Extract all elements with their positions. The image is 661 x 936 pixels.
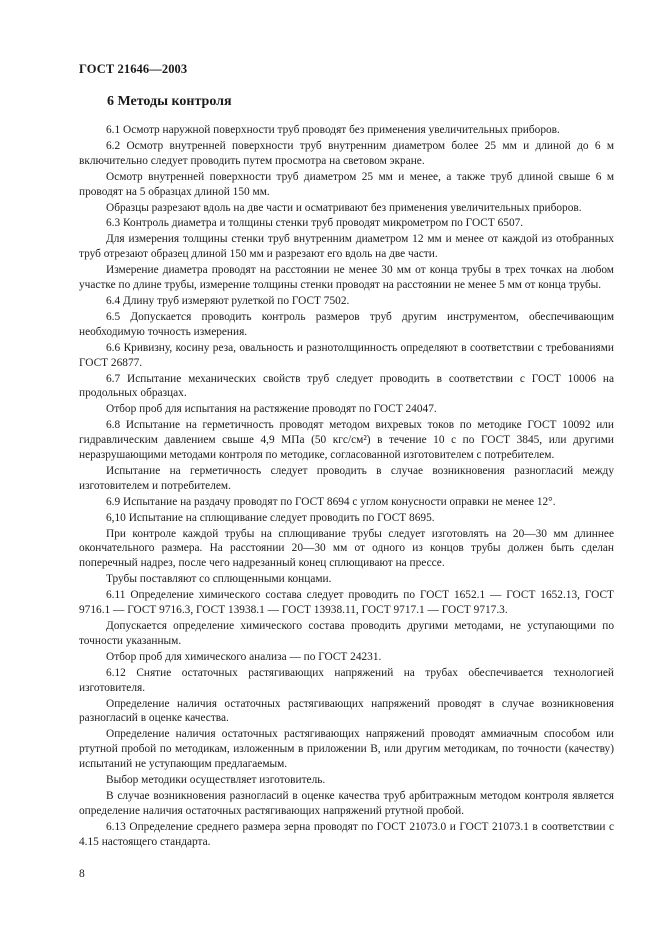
paragraph-6-5: 6.5 Допускается проводить контроль размеров труб другим инструментом, обеспечивающим необходимую точность измерения.	[79, 310, 614, 338]
paragraph-6-8: 6.8 Испытание на герметичность проводят методом вихревых токов по методике ГОСТ 10092 или гидравлическим давлением свыше 4,9 МПа (50 кгс/см²) в течение 10 с по ГОСТ 3845, или другими неразрушающими методами контроля по методике, согласованной изготовителем с потребителем.	[79, 419, 614, 462]
document-header: ГОСТ 21646—2003	[79, 62, 188, 76]
paragraph-6-1: 6.1 Осмотр наружной поверхности труб проводят без применения увеличительных приборов.	[106, 124, 560, 136]
paragraph: Трубы поставляют со сплющенными концами.	[106, 573, 332, 586]
paragraph: Допускается определение химического состава проводить другими методами, не уступающими по точности указанным.	[79, 620, 614, 647]
paragraph-6-4: 6.4 Длину труб измеряют рулеткой по ГОСТ 7502.	[106, 294, 350, 307]
paragraph: Определение наличия остаточных растягивающих напряжений проводят в случае возникновения разногласий в оценке качества.	[79, 697, 614, 725]
paragraph: Осмотр внутренней поверхности труб диаметром 25 мм и менее, а также труб длиной свыше 6 м проводят на 5 образцах длиной 150 мм.	[79, 170, 614, 198]
paragraph: Для измерения толщины стенки труб внутренним диаметром 12 мм и менее от каждой из отобранных труб отрезают образец длиной 150 мм и разрезают его вдоль на две части.	[79, 233, 614, 261]
paragraph: Отбор проб для испытания на растяжение проводят по ГОСТ 24047.	[106, 403, 437, 416]
paragraph: Испытание на герметичность следует проводить в случае возникновения разногласий между изготовителем и потребителем.	[79, 464, 614, 492]
paragraph-6-9: 6.9 Испытание на раздачу проводят по ГОСТ 8694 с углом конусности оправки не менее 12°.	[106, 495, 556, 508]
paragraph-6-7: 6.7 Испытание механических свойств труб следует проводить в соответствии с ГОСТ 10006 на продольных образцах.	[79, 372, 614, 400]
paragraph: Образцы разрезают вдоль на две части и осматривают без применения увеличительных приборов.	[106, 201, 582, 214]
paragraph: Отбор проб для химического анализа — по ГОСТ 24231.	[106, 650, 382, 663]
paragraph: При контроле каждой трубы на сплющивание трубы следует изготовлять на 20—30 мм длиннее окончательного размера. На расстоянии 20—30 мм от одного из концов трубы должен быть сделан поперечный надрез, после чего надрезанный конец сплющивают на прессе.	[79, 527, 614, 570]
paragraph-6-13: 6.13 Определение среднего размера зерна проводят по ГОСТ 21073.0 и ГОСТ 21073.1 в соответствии с 4.15 настоящего стандарта.	[79, 820, 614, 848]
paragraph-6-11: 6.11 Определение химического состава следует проводить по ГОСТ 1652.1 — ГОСТ 1652.13, ГОСТ 9716.1 — ГОСТ 9716.3, ГОСТ 13938.1 — ГОСТ 13938.11, ГОСТ 9717.1 — ГОСТ 9717.3.	[79, 589, 614, 617]
paragraph-6-6: 6.6 Кривизну, косину реза, овальность и разнотолщинность определяют в соответствии с требованиями ГОСТ 26877.	[79, 341, 614, 369]
paragraph: Определение наличия остаточных растягивающих напряжений проводят аммиачным способом или ртутной пробой по методикам, изложенным в приложении В, или другим методикам, по точности (качеству) испытаний не уступающим предлагаемым.	[79, 728, 614, 771]
paragraph: Выбор методики осуществляет изготовитель.	[106, 774, 326, 787]
paragraph: Измерение диаметра проводят на расстоянии не менее 30 мм от конца трубы в трех точках на любом участке по длине трубы, измерение толщины стенки проводят на расстоянии не менее 5 мм от конца трубы.	[79, 264, 614, 292]
page-number: 8	[79, 868, 85, 880]
paragraph-6-12: 6.12 Снятие остаточных растягивающих напряжений на трубах обеспечивается технологией изготовителя.	[79, 666, 614, 694]
paragraph: В случае возникновения разногласий в оценке качества труб арбитражным методом контроля является определение наличия остаточных растягивающих напряжений ртутной пробой.	[79, 789, 614, 817]
section-body	[79, 123, 614, 851]
paragraph-6-10: 6,10 Испытание на сплющивание следует проводить по ГОСТ 8695.	[106, 511, 435, 524]
paragraph-6-2: 6.2 Осмотр внутренней поверхности труб внутренним диаметром более 25 мм и длиной до 6 м включительно следует проводить путем просмотра на световом экране.	[79, 139, 614, 167]
paragraph-6-3: 6.3 Контроль диаметра и толщины стенки труб проводят микрометром по ГОСТ 6507.	[106, 217, 524, 230]
section-title: 6 Методы контроля	[107, 94, 232, 109]
